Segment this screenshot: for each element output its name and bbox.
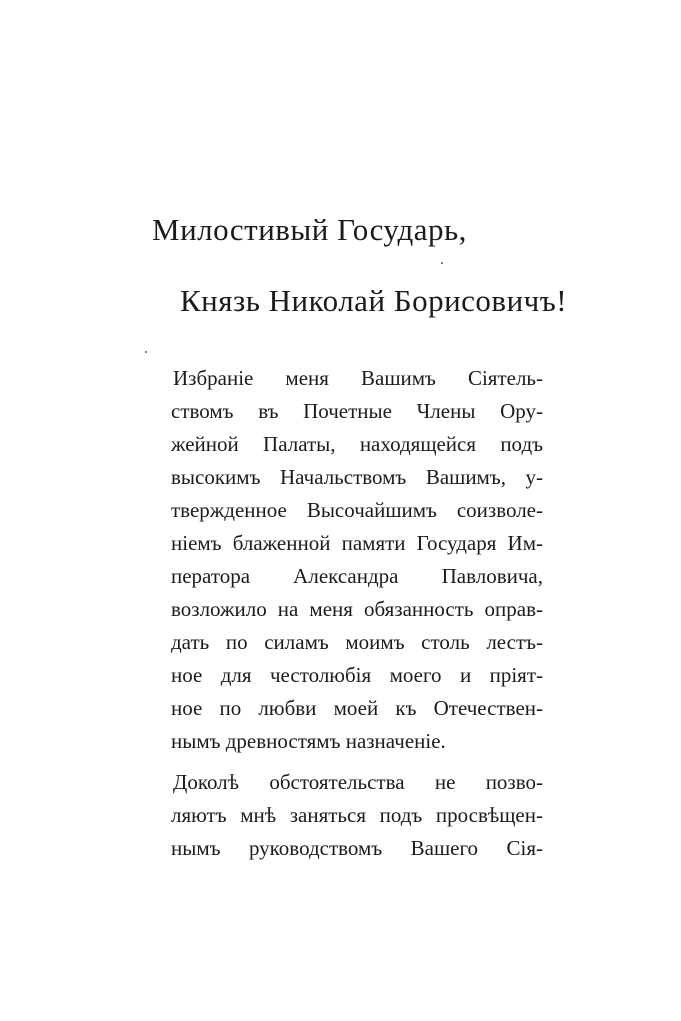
paragraph-2-line: Доколѣ обстоятельства не позво- [173, 770, 543, 794]
paragraph-1-line: ствомъ въ Почетные Члены Ору- [171, 399, 543, 423]
letter-body [171, 362, 543, 865]
paragraph-2-line: нымъ руководствомъ Вашего Сія- [171, 836, 543, 860]
paragraph-1-line: твержденное Высочайшимъ соизволе- [171, 498, 543, 522]
paragraph-1-line: ное для честолюбія моего и пріят- [171, 663, 543, 687]
paragraph-1-line: Избраніе меня Вашимъ Сіятель- [173, 366, 543, 390]
paragraph-2-line: ляютъ мнѣ заняться подъ просвѣщен- [171, 803, 543, 827]
paragraph-1-line: ное по любви моей къ Отечествен- [171, 696, 543, 720]
paragraph-1-line: жейной Палаты, находящейся подъ [171, 432, 543, 456]
paragraph-gap [171, 758, 543, 766]
salutation-heading: Милостивый Государь, [152, 212, 467, 247]
ink-speck [441, 262, 443, 264]
paragraph-1-line: высокимъ Начальствомъ Вашимъ, у- [171, 465, 543, 489]
paragraph-1-line: ніемъ блаженной памяти Государя Им- [171, 531, 543, 555]
address-heading: Князь Николай Борисовичъ! [180, 283, 568, 318]
paragraph-1-line: ператора Александра Павловича, [171, 564, 543, 588]
ink-speck [145, 351, 147, 353]
paragraph-1-line: нымъ древностямъ назначеніе. [171, 729, 446, 753]
paragraph-1-line: дать по силамъ моимъ столь лестъ- [171, 630, 543, 654]
paragraph-1-line: возложило на меня обязанность оправ- [171, 597, 543, 621]
